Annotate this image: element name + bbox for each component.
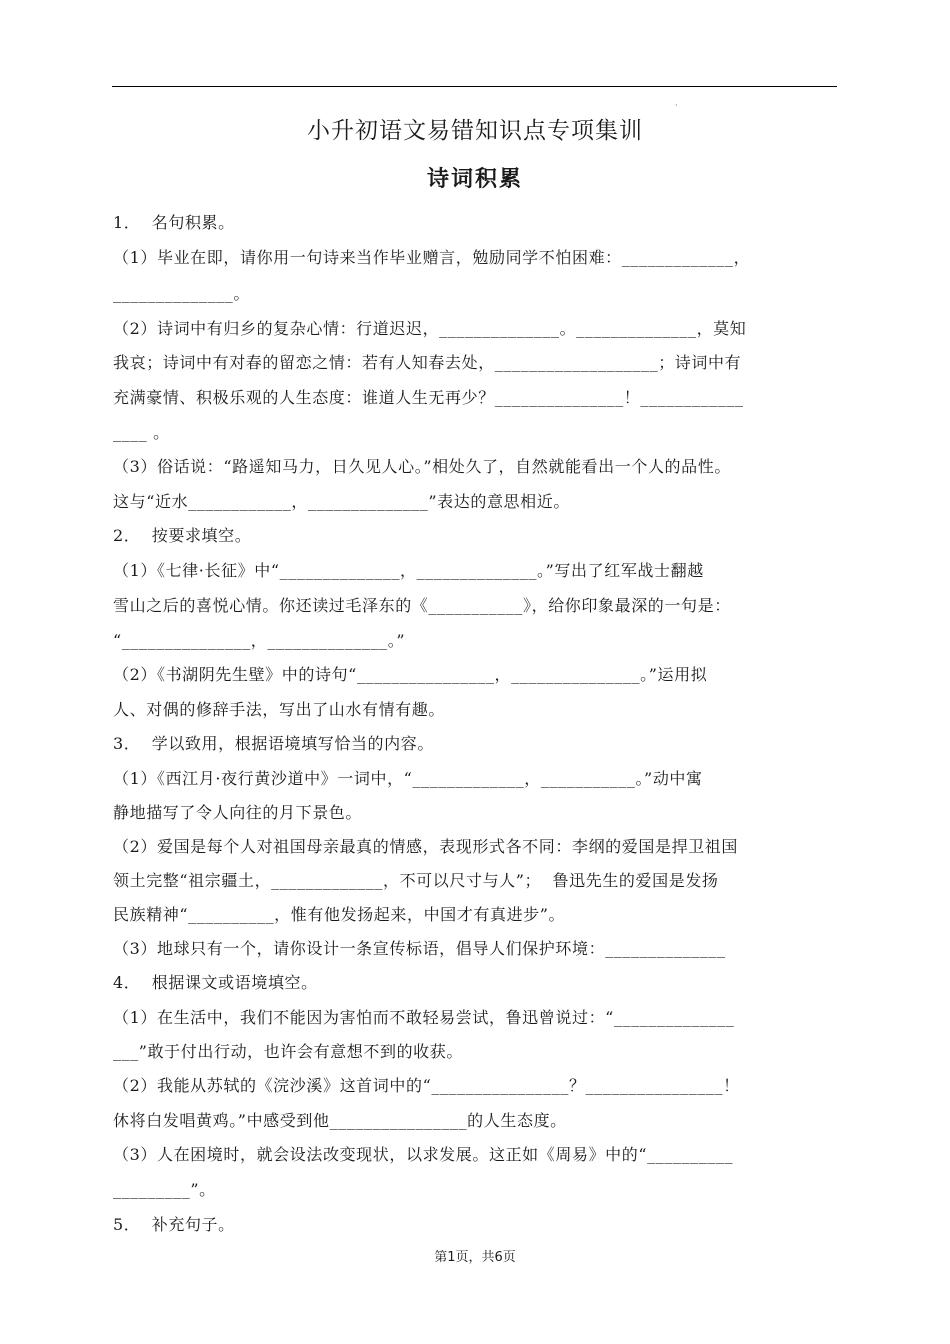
page-footer: 第1页，共6页 [434,1250,516,1265]
text-line: “_______________，______________。” [113,631,406,650]
text-line: 雪山之后的喜悦心情。你还读过毛泽东的《___________》，给你印象最深的一句是： [113,596,731,615]
header-dot: · [675,101,678,110]
text-line: 2． 按要求填空。 [113,526,252,545]
text-line: 我哀；诗词中有对春的留恋之情：若有人知春去处，___________________；诗词中有 [113,353,742,372]
text-line: （1）《七律·长征》中“______________，______________。”写出了红军战士翻越 [113,561,704,580]
text-line: 这与“近水____________，______________”表达的意思相近。 [113,492,570,511]
text-line: （2）诗词中有归乡的复杂心情：行道迟迟，______________。______________，莫知 [113,319,747,338]
header-rule [112,86,837,87]
text-line: ______________。 [113,284,250,303]
text-line: ___”敢于付出行动，也许会有意想不到的收获。 [113,1042,463,1061]
text-line: 静地描写了令人向往的月下景色。 [113,803,363,822]
text-line: 人、对偶的修辞手法，写出了山水有情有趣。 [113,700,446,719]
text-line: （1）毕业在即，请你用一句诗来当作毕业赠言，勉励同学不怕困难：_____________， [113,248,751,267]
text-line: 3． 学以致用，根据语境填写恰当的内容。 [113,734,434,753]
text-line: 休将白发唱黄鸡。”中感受到他________________的人生态度。 [113,1111,567,1130]
text-line: （2）《书湖阴先生壁》中的诗句“________________，_______________。”运用拟 [113,665,708,684]
text-line: 4． 根据课文或语境填空。 [113,973,318,992]
text-line: ____ 。 [113,423,170,442]
document-subtitle: 诗词积累 [426,167,523,192]
text-line: （1）《西江月·夜行黄沙道中》一词中，“_____________，___________。”动中寓 [113,769,703,788]
text-line: 1． 名句积累。 [113,213,235,232]
text-line: 充满豪情、积极乐观的人生态度：谁道人生无再少？_______________！____________ [113,388,744,407]
text-line: 5． 补充句子。 [113,1215,235,1234]
document-title: 小升初语文易错知识点专项集训 [307,118,643,144]
text-line: _________”。 [113,1180,216,1199]
text-line: （3）人在困境时，就会设法改变现状，以求发展。这正如《周易》中的“__________ [113,1145,734,1164]
text-line: （2）爱国是每个人对祖国母亲最真的情感，表现形式各不同：李纲的爱国是捍卫祖国 [113,837,738,856]
text-line: （3）俗话说：“路遥知马力，日久见人心。”相处久了，自然就能看出一个人的品性。 [113,457,731,476]
text-line: （3）地球只有一个，请你设计一条宣传标语，倡导人们保护环境：______________ [113,939,726,958]
text-line: 领土完整“祖宗疆土，_____________，不可以尺寸与人”； 鲁迅先生的爱国是发扬 [113,871,719,890]
text-line: 民族精神“__________，惟有他发扬起来，中国才有真进步”。 [113,905,566,924]
text-line: （2）我能从苏轼的《浣沙溪》这首词中的“________________？________________！ [113,1076,740,1095]
text-line: （1）在生活中，我们不能因为害怕而不敢轻易尝试，鲁迅曾说过：“______________ [113,1008,735,1027]
